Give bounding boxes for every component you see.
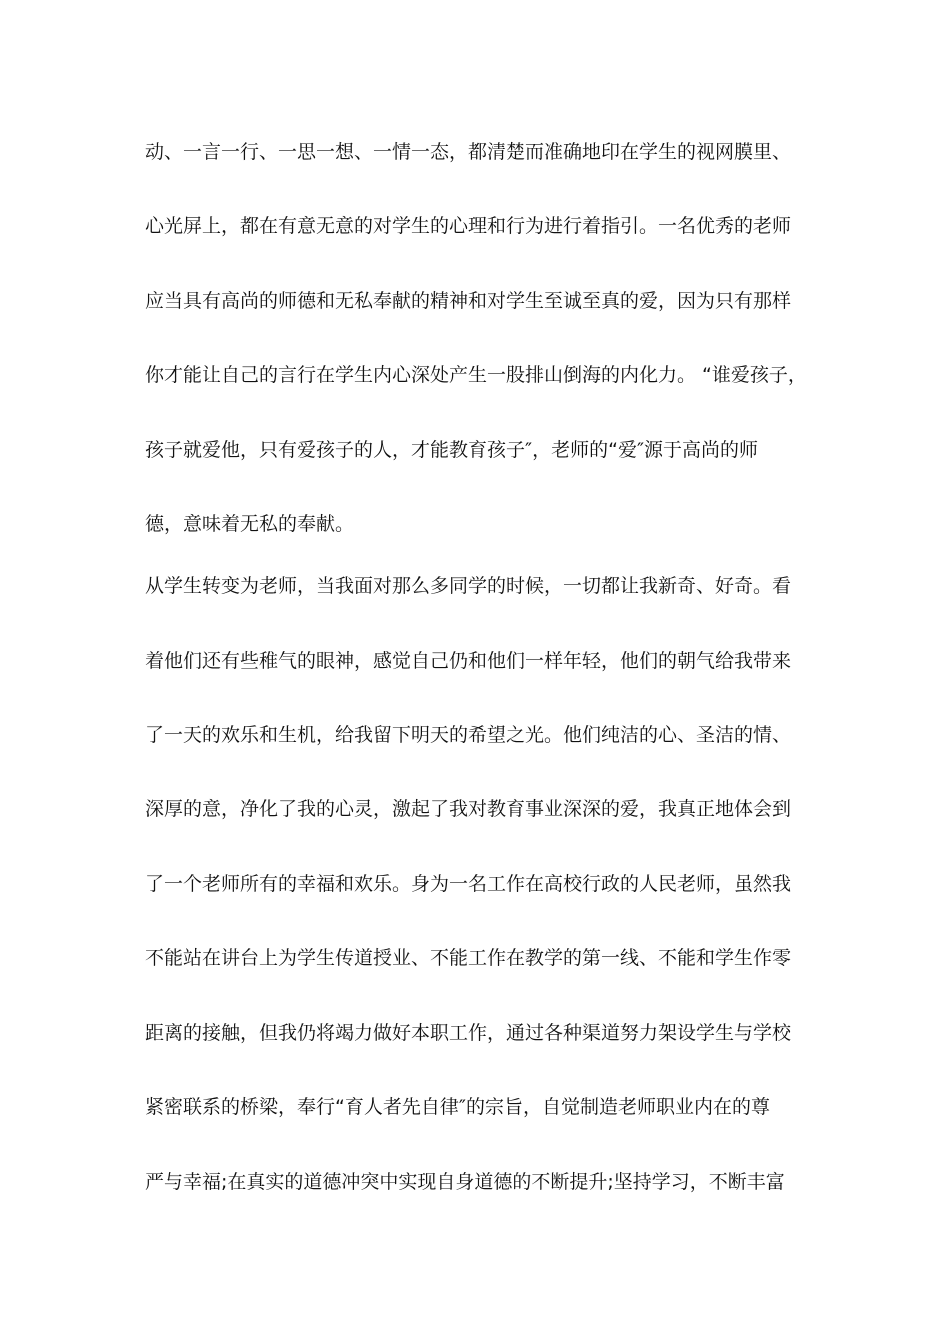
text-line: 应当具有高尚的师德和无私奉献的精神和对学生至诚至真的爱，因为只有那样	[145, 290, 792, 312]
text-line: 你才能让自己的言行在学生内心深处产生一股排山倒海的内化力。 “谁爱孩子，	[145, 364, 807, 386]
text-line: 从学生转变为老师，当我面对那么多同学的时候，一切都让我新奇、好奇。看	[145, 575, 792, 597]
text-line: 严与幸福;在真实的道德冲突中实现自身道德的不断提升;坚持学习，不断丰富	[145, 1171, 785, 1193]
text-line: 孩子就爱他，只有爱孩子的人，才能教育孩子″，老师的“爱″源于高尚的师	[145, 439, 759, 461]
text-line: 距离的接触，但我仍将竭力做好本职工作，通过各种渠道努力架设学生与学校	[145, 1022, 792, 1044]
text-line: 了一天的欢乐和生机，给我留下明天的希望之光。他们纯洁的心、圣洁的情、	[145, 724, 792, 746]
text-line: 心光屏上，都在有意无意的对学生的心理和行为进行着指引。一名优秀的老师	[145, 215, 792, 237]
text-line: 深厚的意，净化了我的心灵，激起了我对教育事业深深的爱，我真正地体会到	[145, 798, 792, 820]
text-line: 德，意味着无私的奉献。	[145, 513, 355, 535]
text-line: 动、一言一行、一思一想、一情一态，都清楚而准确地印在学生的视网膜里、	[145, 141, 792, 163]
text-line: 着他们还有些稚气的眼神，感觉自己仍和他们一样年轻，他们的朝气给我带来	[145, 650, 792, 672]
text-line: 不能站在讲台上为学生传道授业、不能工作在教学的第一线、不能和学生作零	[145, 947, 792, 969]
text-line: 紧密联系的桥梁，奉行“育人者先自律″的宗旨，自觉制造老师职业内在的尊	[145, 1096, 770, 1118]
text-line: 了一个老师所有的幸福和欢乐。身为一名工作在高校行政的人民老师，虽然我	[145, 873, 792, 895]
